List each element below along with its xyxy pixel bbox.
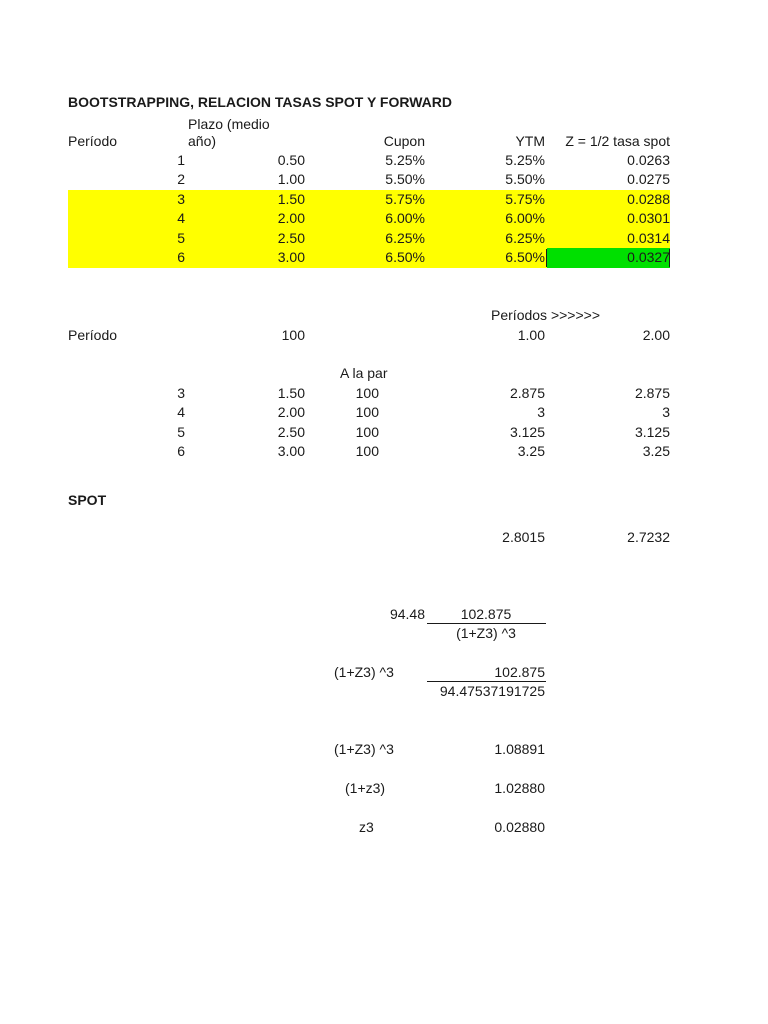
cell-plazo: 2.50 <box>277 424 305 440</box>
cell-periodo: 6 <box>177 443 185 459</box>
cell-period-1: 3 <box>537 404 545 420</box>
cell-plazo: 2.00 <box>277 404 305 420</box>
cell-cupon: 6.00% <box>385 210 425 226</box>
header-periodo: Período <box>68 133 118 149</box>
cell-cupon: 5.50% <box>385 171 425 187</box>
cell-z: 0.0288 <box>627 191 670 207</box>
cell-plazo: 3.00 <box>277 443 305 459</box>
cell-z: 0.0301 <box>627 210 670 226</box>
cell-z: 0.0263 <box>627 152 670 168</box>
cell-plazo: 1.00 <box>277 171 305 187</box>
header-z-spot: Z = 1/2 tasa spot <box>565 133 670 149</box>
lhs-4: (1+z3) <box>345 780 386 796</box>
value-5: 0.02880 <box>494 819 545 835</box>
cell-par: 100 <box>355 424 379 440</box>
cell-plazo: 0.50 <box>277 152 305 168</box>
header-cupon: Cupon <box>383 133 425 149</box>
a-la-par-label: A la par <box>340 365 388 381</box>
cell-z: 0.0327 <box>627 249 670 265</box>
value-3: 1.08891 <box>494 741 545 757</box>
period-1: 1.00 <box>517 327 545 343</box>
lhs-3: (1+Z3) ^3 <box>334 741 394 757</box>
value-100: 100 <box>281 327 305 343</box>
header-plazo-line1: Plazo (medio <box>188 116 270 132</box>
cell-plazo: 3.00 <box>277 249 305 265</box>
cell-cupon: 6.50% <box>385 249 425 265</box>
cell-ytm: 6.00% <box>505 210 545 226</box>
cell-plazo: 1.50 <box>277 191 305 207</box>
denominator-2: 94.47537191725 <box>439 683 545 699</box>
cell-plazo: 2.00 <box>277 210 305 226</box>
cell-period-2: 3.25 <box>642 443 670 459</box>
periodos-label: Períodos >>>>>> <box>491 307 600 323</box>
cell-periodo: 5 <box>177 230 185 246</box>
cell-periodo: 4 <box>177 404 185 420</box>
cell-par: 100 <box>355 385 379 401</box>
cell-cupon: 5.25% <box>385 152 425 168</box>
cell-ytm: 5.50% <box>505 171 545 187</box>
cell-periodo: 6 <box>177 249 185 265</box>
cell-z: 0.0314 <box>627 230 670 246</box>
period-2: 2.00 <box>642 327 670 343</box>
cell-period-2: 2.875 <box>634 385 670 401</box>
cell-periodo: 3 <box>177 191 185 207</box>
cell-z: 0.0275 <box>627 171 670 187</box>
fraction-line-1 <box>427 623 546 624</box>
numerator-1: 102.875 <box>460 606 512 622</box>
cell-ytm: 5.75% <box>505 191 545 207</box>
header-plazo-line2: año) <box>188 133 217 149</box>
lhs-5: z3 <box>359 819 374 835</box>
cell-periodo: 3 <box>177 385 185 401</box>
cell-periodo: 5 <box>177 424 185 440</box>
cell-plazo: 2.50 <box>277 230 305 246</box>
spot-value-1: 2.8015 <box>502 529 545 545</box>
header-ytm: YTM <box>515 133 545 149</box>
cell-plazo: 1.50 <box>277 385 305 401</box>
lhs-2: (1+Z3) ^3 <box>334 664 394 680</box>
spot-label: SPOT <box>68 492 107 508</box>
cell-par: 100 <box>355 443 379 459</box>
denominator-1: (1+Z3) ^3 <box>456 625 516 641</box>
fraction-line-2 <box>427 681 546 682</box>
cell-ytm: 5.25% <box>505 152 545 168</box>
cell-cupon: 5.75% <box>385 191 425 207</box>
sheet-title: BOOTSTRAPPING, RELACION TASAS SPOT Y FORWARD <box>68 94 452 110</box>
cell-periodo: 1 <box>177 152 185 168</box>
periodo-label-2: Período <box>68 327 118 343</box>
cell-period-1: 3.125 <box>509 424 545 440</box>
spot-value-2: 2.7232 <box>627 529 670 545</box>
cell-ytm: 6.50% <box>505 249 545 265</box>
cell-cupon: 6.25% <box>385 230 425 246</box>
cell-periodo: 4 <box>177 210 185 226</box>
cell-period-1: 3.25 <box>517 443 545 459</box>
numerator-2: 102.875 <box>494 664 545 680</box>
bond-price: 94.48 <box>389 606 425 622</box>
cell-period-2: 3.125 <box>634 424 670 440</box>
cell-period-2: 3 <box>662 404 670 420</box>
cell-par: 100 <box>355 404 379 420</box>
cell-ytm: 6.25% <box>505 230 545 246</box>
value-4: 1.02880 <box>494 780 545 796</box>
cell-periodo: 2 <box>177 171 185 187</box>
cell-period-1: 2.875 <box>509 385 545 401</box>
